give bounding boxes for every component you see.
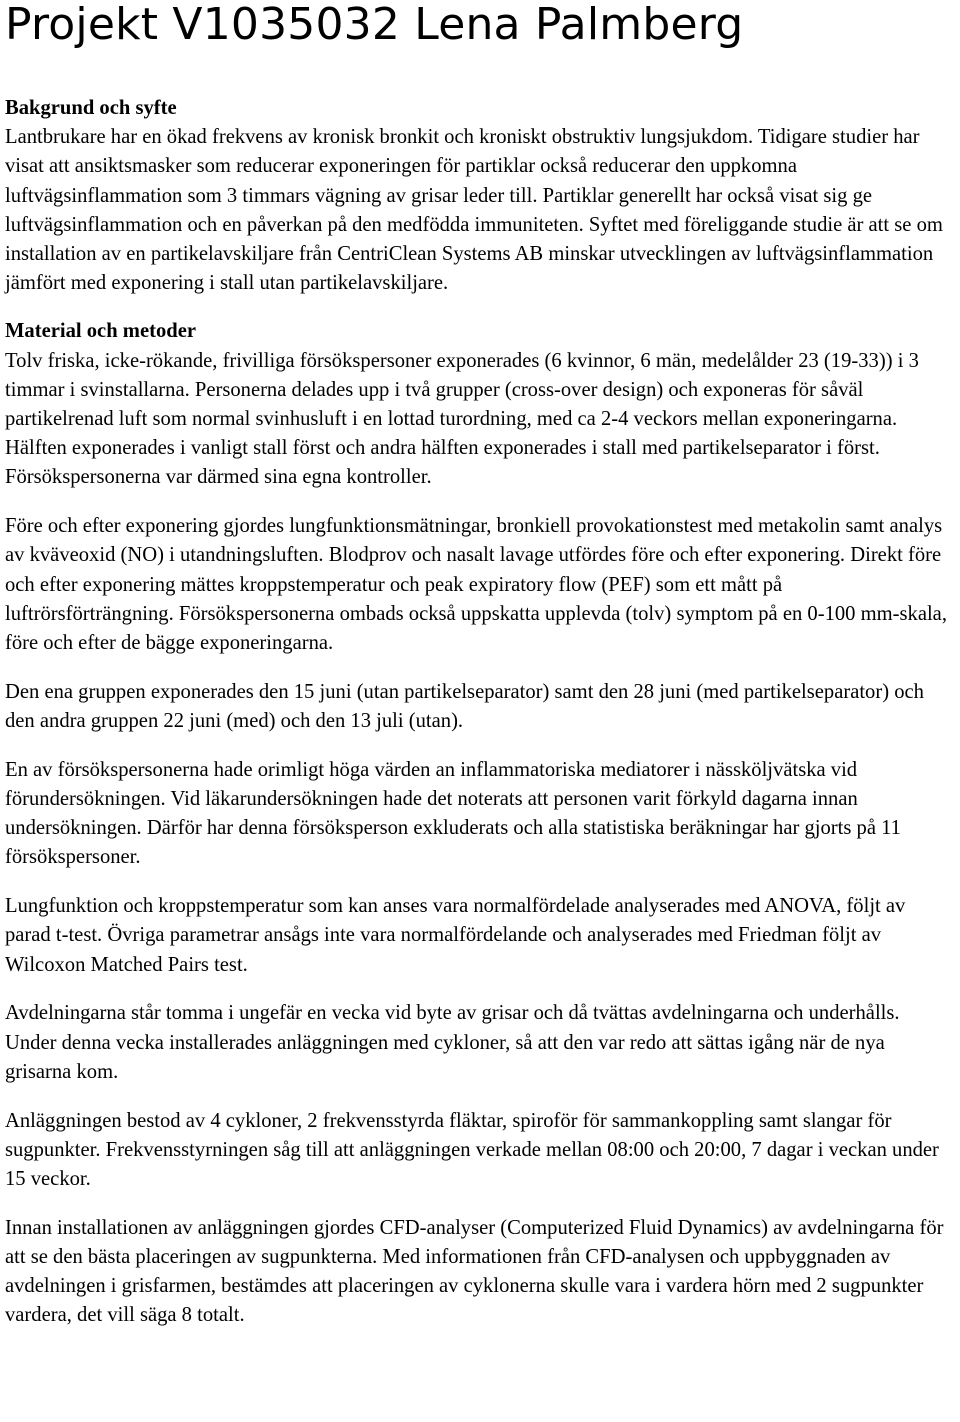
paragraph: Avdelningarna står tomma i ungefär en vecka vid byte av grisar och då tvättas avdelningarna och underhålls. Under denna vecka installerades anläggningen med cykloner, så att den var redo att sättas igång när de nya grisarna kom. xyxy=(5,1002,900,1083)
paragraph: Tolv friska, icke-rökande, frivilliga försökspersoner exponerades (6 kvinnor, 6 män, medelålder 23 (19-33)) i 3 timmar i svinstallarna. Personerna delades upp i två grupper (cross-over design) och exponeras för såväl partikelrenad luft som normal svinhusluft i en lottad turordning, med ca 2-4 veckors mellan exponeringarna. Hälften exponerades i vanligt stall först och andra hälften exponerades i stall med partikelseparator i först. Försökspersonerna var därmed sina egna kontroller. xyxy=(5,349,919,489)
document-title: Projekt V1035032 Lena Palmberg xyxy=(5,0,744,50)
document-body xyxy=(5,94,955,1331)
paragraph: Lungfunktion och kroppstemperatur som kan anses vara normalfördelade analyserades med ANOVA, följt av parad t-test. Övriga parametrar ansågs inte vara normalfördelande och analyserades med Friedman följt av Wilcoxon Matched Pairs test. xyxy=(5,895,906,976)
paragraph: Anläggningen bestod av 4 cykloner, 2 frekvensstyrda fläktar, spiroför för sammankoppling samt slangar för sugpunkter. Frekvensstyrningen såg till att anläggningen verkade mellan 08:00 och 20:00, 7 dagar i veckan under 15 veckor. xyxy=(5,1109,939,1191)
section-material-och-metoder xyxy=(5,317,955,1330)
section-heading: Material och metoder xyxy=(5,320,196,343)
paragraph: Före och efter exponering gjordes lungfunktionsmätningar, bronkiell provokationstest med metakolin samt analys av kväveoxid (NO) i utandningsluften. Blodprov och nasalt lavage utfördes före och efter exponering. Direkt före och efter exponering mättes kroppstemperatur och peak expiratory flow (PEF) som ett mått på luftrörsförträngning. Försökspersonerna ombads också uppskatta upplevda (tolv) symptom på en 0-100 mm-skala, före och efter de bägge exponeringarna. xyxy=(5,515,947,655)
section-heading: Bakgrund och syfte xyxy=(5,97,177,119)
section-bakgrund-och-syfte xyxy=(5,94,955,298)
paragraph: Den ena gruppen exponerades den 15 juni (utan partikelseparator) samt den 28 juni (med partikelseparator) och den andra gruppen 22 juni (med) och den 13 juli (utan). xyxy=(5,680,924,733)
paragraph: Lantbrukare har en ökad frekvens av kronisk bronkit och kroniskt obstruktiv lungsjukdom. Tidigare studier har visat att ansiktsmasker som reducerar exponeringen för partiklar också reducerar den uppkomna luftvägsinflammation som 3 timmars vägning av grisar leder till. Partiklar generellt har också visat sig ge luftvägsinflammation och en påverkan på den medfödda immuniteten. Syftet med föreliggande studie är att se om installation av en partikelavskiljare från CentriClean Systems AB minskar utvecklingen av luftvägsinflammation jämfört med exponering i stall utan partikelavskiljare. xyxy=(5,126,943,295)
paragraph: Innan installationen av anläggningen gjordes CFD-analyser (Computerized Fluid Dynamics) av avdelningarna för att se den bästa placeringen av sugpunkterna. Med informationen från CFD-analysen och uppbyggnaden av avdelningen i grisfarmen, bestämdes att placeringen av cyklonerna skulle vara i vardera hörn med 2 sugpunkter vardera, det vill säga 8 totalt. xyxy=(5,1216,944,1327)
document-page xyxy=(5,0,955,1331)
paragraph: En av försökspersonerna hade orimligt höga värden an inflammatoriska mediatorer i nässköljvätska vid förundersökningen. Vid läkarundersökningen hade det noterats att personen varit förkyld dagarna innan undersökningen. Därför har denna försöksperson exkluderats och alla statistiska beräkningar har gjorts på 11 försökspersoner. xyxy=(5,758,901,869)
